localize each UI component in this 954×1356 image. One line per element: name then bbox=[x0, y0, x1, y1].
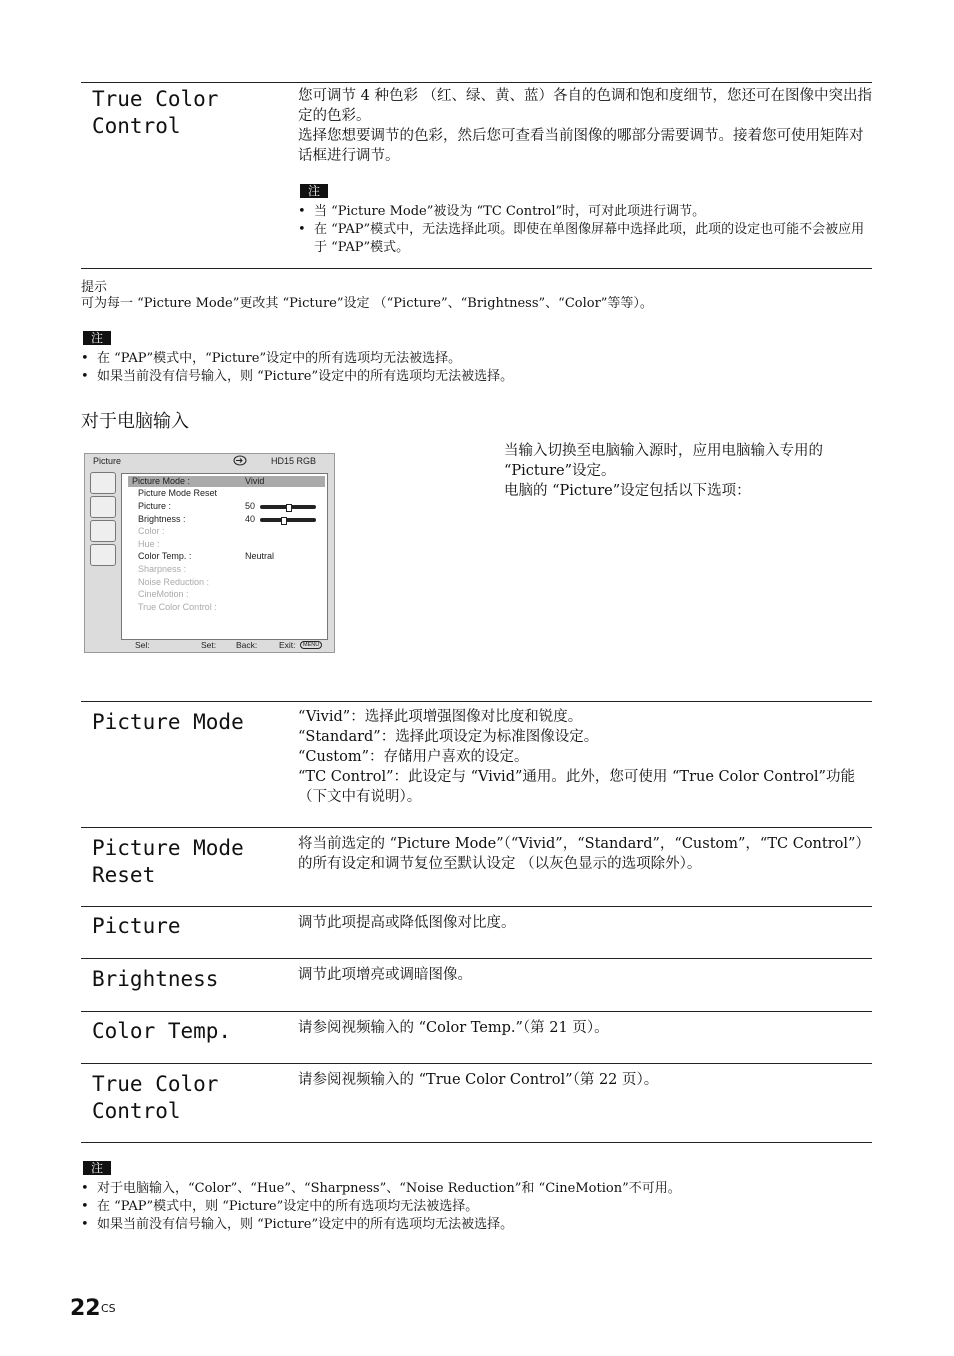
note-list bbox=[81, 350, 872, 386]
menu-item: True Color Control : bbox=[138, 602, 217, 612]
picture-menu-screenshot bbox=[84, 453, 335, 653]
term-true-color-control bbox=[92, 86, 218, 140]
term-line: True Color bbox=[92, 87, 219, 111]
desc-line: “Standard”：选择此项设定为标准图像设定。 bbox=[298, 729, 599, 745]
tip-text: 可为每一 “Picture Mode”更改其 “Picture”设定 （“Picture”、“Brightness”、“Color”等等）。 bbox=[81, 296, 653, 311]
osd-input-name: HD15 RGB bbox=[271, 456, 317, 466]
term-line: Control bbox=[92, 1099, 181, 1123]
term-picture-mode-reset bbox=[92, 835, 244, 889]
setup-icon bbox=[90, 544, 116, 566]
brightness-description: 调节此项增亮或调暗图像。 bbox=[298, 967, 472, 983]
section-paragraph: 电脑的 “Picture”设定包括以下选项： bbox=[504, 483, 751, 499]
term-line: True Color bbox=[92, 1072, 219, 1096]
list-item: • 在 “PAP”模式中，无法选择此项。即使在单图像屏幕中选择此项，此项的设定也可能不会被应用于 “PAP”模式。 bbox=[298, 221, 873, 257]
note-badge: 注 bbox=[83, 1157, 111, 1176]
section-heading: 对于电脑输入 bbox=[81, 411, 189, 432]
note-badge: 注 bbox=[83, 327, 111, 346]
picture-slider[interactable] bbox=[260, 505, 316, 509]
osd-menu bbox=[121, 473, 328, 640]
picture-icon bbox=[90, 472, 116, 494]
list-item: • 对于电脑输入，“Color”、“Hue”、“Sharpness”、“Noise Reduction”和 “CineMotion”不可用。 bbox=[81, 1180, 872, 1198]
menu-item: Sharpness : bbox=[138, 564, 187, 574]
desc-line: “Vivid”：选择此项增强图像对比度和锐度。 bbox=[298, 709, 583, 725]
divider bbox=[81, 701, 872, 702]
input-icon bbox=[233, 455, 247, 468]
menu-value: Neutral bbox=[245, 551, 275, 561]
footer-sel: Sel: bbox=[135, 640, 150, 650]
picture-mode-reset-description: 将当前选定的 “Picture Mode”（“Vivid”，“Standard”，“Custom”，“TC Control”）的所有设定和调节复位至默认设定 （以灰色显示的选项除外）。 bbox=[298, 836, 870, 872]
menu-item: CineMotion : bbox=[138, 589, 189, 599]
divider bbox=[81, 1011, 872, 1012]
menu-value: 40 bbox=[245, 514, 256, 524]
divider bbox=[81, 906, 872, 907]
language-code: CS bbox=[101, 1302, 116, 1315]
term-true-color-control bbox=[92, 1071, 218, 1125]
menu-value: 50 bbox=[245, 501, 256, 511]
list-item: • 如果当前没有信号输入，则 “Picture”设定中的所有选项均无法被选择。 bbox=[81, 368, 872, 386]
note-badge: 注 bbox=[300, 180, 328, 199]
list-item: • 如果当前没有信号输入，则 “Picture”设定中的所有选项均无法被选择。 bbox=[81, 1216, 872, 1234]
menu-item: Noise Reduction : bbox=[138, 577, 210, 587]
list-item: • 在 “PAP”模式中，“Picture”设定中的所有选项均无法被选择。 bbox=[81, 350, 872, 368]
divider bbox=[81, 958, 872, 959]
menu-item[interactable]: Picture : bbox=[138, 501, 172, 511]
term-line: Picture Mode bbox=[92, 836, 244, 860]
page-number: 22 bbox=[70, 1296, 101, 1321]
color-temp-description: 请参阅视频输入的 “Color Temp.”（第 21 页）。 bbox=[298, 1020, 609, 1036]
desc-line: “TC Control”：此设定与 “Vivid”通用。此外，您可使用 “True Color Control”功能 （下文中有说明）。 bbox=[298, 769, 855, 805]
true-color-control-description: 请参阅视频输入的 “True Color Control”（第 22 页）。 bbox=[298, 1072, 659, 1088]
tip-label: 提示 bbox=[81, 280, 108, 295]
desc-paragraph: 选择您想要调节的色彩，然后您可查看当前图像的哪部分需要调节。接着您可使用矩阵对话框进行调节。 bbox=[298, 128, 864, 164]
list-item: • 当 “Picture Mode”被设为 “TC Control”时，可对此项进行调节。 bbox=[298, 203, 873, 221]
menu-item[interactable]: Brightness : bbox=[138, 514, 186, 524]
divider bbox=[81, 1063, 872, 1064]
osd-header bbox=[85, 454, 334, 468]
sound-icon bbox=[90, 496, 116, 518]
picture-description: 调节此项提高或降低图像对比度。 bbox=[298, 915, 516, 931]
list-item: • 在 “PAP”模式中，则 “Picture”设定中的所有选项均无法被选择。 bbox=[81, 1198, 872, 1216]
term-color-temp: Color Temp. bbox=[92, 1019, 232, 1043]
term-brightness: Brightness bbox=[92, 967, 219, 991]
menu-key-icon: MENU bbox=[300, 641, 322, 649]
divider bbox=[81, 268, 872, 269]
section-paragraph: 当输入切换至电脑输入源时，应用电脑输入专用的 “Picture”设定。 bbox=[504, 443, 823, 479]
brightness-slider[interactable] bbox=[260, 518, 316, 522]
divider bbox=[81, 1142, 872, 1143]
menu-item: Hue : bbox=[138, 539, 160, 549]
screen-icon bbox=[90, 520, 116, 542]
note-list bbox=[298, 203, 873, 257]
footer-back: Back: bbox=[236, 640, 258, 650]
true-color-control-description bbox=[298, 86, 873, 166]
menu-item[interactable]: Color Temp. : bbox=[138, 551, 192, 561]
osd-title: Picture bbox=[93, 456, 122, 466]
footer-exit: Exit: bbox=[279, 640, 296, 650]
divider bbox=[81, 82, 872, 83]
term-line: Reset bbox=[92, 863, 156, 887]
desc-line: “Custom”：存储用户喜欢的设定。 bbox=[298, 749, 529, 765]
term-line: Control bbox=[92, 114, 181, 138]
menu-item: Color : bbox=[138, 526, 165, 536]
term-picture: Picture bbox=[92, 914, 181, 938]
menu-item[interactable]: Picture Mode : bbox=[132, 476, 191, 486]
section-text bbox=[504, 441, 873, 501]
picture-mode-description bbox=[298, 707, 873, 807]
term-picture-mode: Picture Mode bbox=[92, 710, 244, 734]
divider bbox=[81, 827, 872, 828]
note-list bbox=[81, 1180, 872, 1234]
desc-paragraph: 您可调节 4 种色彩 （红、绿、黄、蓝）各自的色调和饱和度细节，您还可在图像中突出指定的色彩。 bbox=[298, 88, 873, 124]
menu-item[interactable]: Picture Mode Reset bbox=[138, 488, 218, 498]
menu-value: Vivid bbox=[245, 476, 265, 486]
footer-set: Set: bbox=[201, 640, 217, 650]
